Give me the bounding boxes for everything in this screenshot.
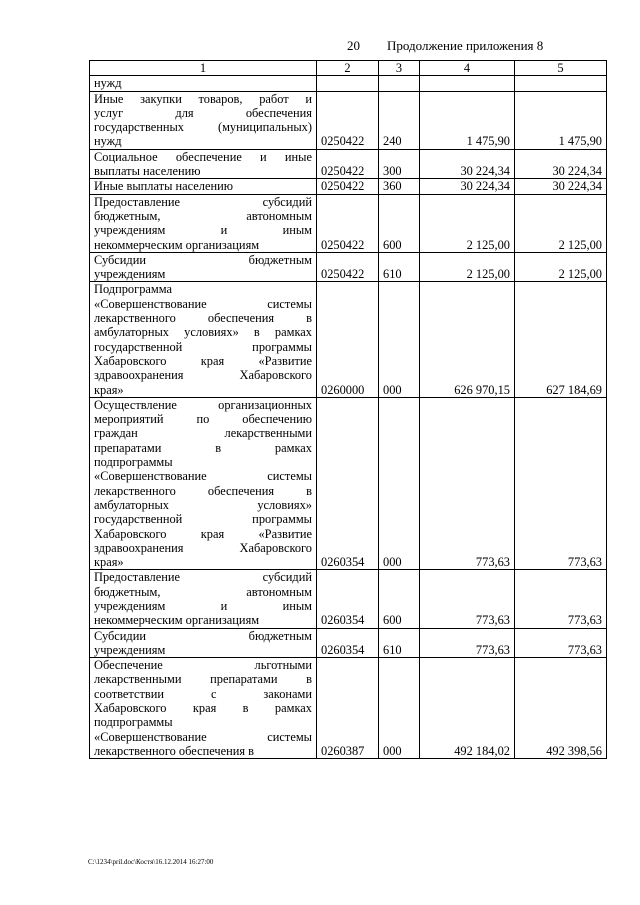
target-article-cell: 0260387 [317, 658, 379, 759]
expense-name-line: «Совершенствование системы [94, 469, 312, 484]
file-path-footer: C:\1234\pril.doc\Костя\16.12.2014 16:27:00 [88, 858, 214, 866]
column-header: 1 [90, 61, 317, 76]
expense-name-line: выплаты населению [94, 164, 201, 179]
expense-name-line: некоммерческим организациям [94, 613, 260, 628]
expense-name-line: учреждениям и иным [94, 223, 312, 238]
expense-name-line: нужд [94, 76, 122, 91]
amount-col5-cell: 2 125,00 [515, 194, 607, 252]
expense-name-line: граждан лекарственными [94, 426, 312, 441]
expense-name-line: Предоставление субсидий [94, 194, 312, 209]
expense-name-line: «Совершенствование системы [94, 729, 312, 744]
column-header: 3 [379, 61, 420, 76]
table-row [90, 91, 607, 149]
column-header: 4 [420, 61, 515, 76]
amount-col4-cell: 2 125,00 [420, 252, 515, 282]
expense-name-cell [90, 570, 317, 628]
expense-name-cell [90, 149, 317, 179]
expense-name-line: подпрограммы [94, 715, 173, 730]
amount-col4-cell: 626 970,15 [420, 282, 515, 397]
expense-name-line: Иные выплаты населению [94, 179, 233, 194]
expense-name-line: Иные закупки товаров, работ и [94, 91, 312, 106]
table-row [90, 658, 607, 759]
amount-col5-cell: 773,63 [515, 628, 607, 658]
expense-name-line: Осуществление организационных [94, 397, 312, 412]
target-article-cell: 0260354 [317, 628, 379, 658]
expense-name-cell [90, 179, 317, 194]
expense-name-line: здравоохранения Хабаровского [94, 540, 312, 555]
amount-col5-cell: 773,63 [515, 570, 607, 628]
amount-col5-cell: 773,63 [515, 397, 607, 570]
expense-type-cell [379, 76, 420, 91]
column-header: 2 [317, 61, 379, 76]
expense-name-line: государственной программы [94, 339, 312, 354]
expense-name-line: учреждениям [94, 267, 166, 282]
page-number: 20 [347, 38, 360, 53]
table-row [90, 76, 607, 91]
expense-name-line: Подпрограмма [94, 282, 172, 297]
target-article-cell: 0250422 [317, 194, 379, 252]
expense-name-line: Субсидии бюджетным [94, 628, 312, 643]
expense-name-line: Обеспечение льготными [94, 658, 312, 673]
expense-name-line: учреждениям и иным [94, 598, 312, 613]
expense-name-line: «Совершенствование системы [94, 296, 312, 311]
expense-name-line: подпрограммы [94, 455, 173, 470]
expense-name-line: некоммерческим организациям [94, 237, 260, 252]
amount-col5-cell: 30 224,34 [515, 179, 607, 194]
expense-name-line: лекарственного обеспечения в [94, 743, 255, 758]
expense-name-line: амбулаторных условиях» в рамках [94, 325, 312, 340]
column-number-row [90, 61, 607, 76]
target-article-cell [317, 76, 379, 91]
expense-type-cell: 610 [379, 628, 420, 658]
expense-name-line: Хабаровского края «Развитие [94, 353, 312, 368]
expense-type-cell: 600 [379, 194, 420, 252]
table-row [90, 628, 607, 658]
target-article-cell: 0250422 [317, 91, 379, 149]
expense-name-line: края» [94, 382, 124, 397]
amount-col4-cell: 773,63 [420, 628, 515, 658]
expense-type-cell: 000 [379, 397, 420, 570]
expense-name-line: лекарственного обеспечения в [94, 311, 312, 326]
expense-type-cell: 240 [379, 91, 420, 149]
expense-name-line: государственной программы [94, 512, 312, 527]
expense-name-cell [90, 194, 317, 252]
target-article-cell: 0250422 [317, 179, 379, 194]
amount-col5-cell: 1 475,90 [515, 91, 607, 149]
table-row [90, 397, 607, 570]
expense-name-line: лекарственными препаратами в [94, 672, 312, 687]
amount-col4-cell: 492 184,02 [420, 658, 515, 759]
amount-col4-cell [420, 76, 515, 91]
amount-col4-cell: 30 224,34 [420, 149, 515, 179]
amount-col5-cell: 627 184,69 [515, 282, 607, 397]
expense-name-cell [90, 282, 317, 397]
expense-name-line: государственных (муниципальных) [94, 120, 312, 135]
amount-col4-cell: 773,63 [420, 570, 515, 628]
expense-type-cell: 000 [379, 658, 420, 759]
expense-name-cell [90, 628, 317, 658]
expense-type-cell: 300 [379, 149, 420, 179]
target-article-cell: 0260000 [317, 282, 379, 397]
continuation-title: Продолжение приложения 8 [387, 38, 544, 53]
amount-col5-cell: 2 125,00 [515, 252, 607, 282]
table-row [90, 570, 607, 628]
expense-name-line: бюджетным, автономным [94, 208, 312, 223]
table-row [90, 179, 607, 194]
expense-name-line: здравоохранения Хабаровского [94, 368, 312, 383]
expense-name-line: услуг для обеспечения [94, 105, 312, 120]
target-article-cell: 0260354 [317, 397, 379, 570]
amount-col5-cell: 30 224,34 [515, 149, 607, 179]
amount-col4-cell: 1 475,90 [420, 91, 515, 149]
expense-name-line: препаратами в рамках [94, 440, 312, 455]
expense-name-line: Хабаровского края «Развитие [94, 526, 312, 541]
expense-type-cell: 600 [379, 570, 420, 628]
table-row [90, 194, 607, 252]
expense-name-cell [90, 397, 317, 570]
expense-name-line: Субсидии бюджетным [94, 252, 312, 267]
expense-name-cell [90, 658, 317, 759]
expense-type-cell: 360 [379, 179, 420, 194]
amount-col4-cell: 30 224,34 [420, 179, 515, 194]
budget-table [89, 60, 607, 759]
expense-name-line: учреждениям [94, 642, 166, 657]
amount-col4-cell: 2 125,00 [420, 194, 515, 252]
expense-name-line: соответствии с законами [94, 686, 312, 701]
expense-name-line: амбулаторных условиях» [94, 497, 312, 512]
column-header: 5 [515, 61, 607, 76]
amount-col5-cell [515, 76, 607, 91]
expense-name-line: Социальное обеспечение и иные [94, 149, 312, 164]
target-article-cell: 0260354 [317, 570, 379, 628]
expense-name-line: нужд [94, 134, 122, 149]
expense-name-line: бюджетным, автономным [94, 584, 312, 599]
amount-col4-cell: 773,63 [420, 397, 515, 570]
expense-name-line: Предоставление субсидий [94, 570, 312, 585]
expense-name-line: Хабаровского края в рамках [94, 701, 312, 716]
expense-type-cell: 000 [379, 282, 420, 397]
expense-name-line: лекарственного обеспечения в [94, 483, 312, 498]
expense-name-cell [90, 91, 317, 149]
amount-col5-cell: 492 398,56 [515, 658, 607, 759]
table-row [90, 282, 607, 397]
expense-name-cell [90, 252, 317, 282]
table-row [90, 149, 607, 179]
target-article-cell: 0250422 [317, 252, 379, 282]
target-article-cell: 0250422 [317, 149, 379, 179]
table-row [90, 252, 607, 282]
expense-name-line: мероприятий по обеспечению [94, 412, 312, 427]
expense-type-cell: 610 [379, 252, 420, 282]
expense-name-cell [90, 76, 317, 91]
page-header [347, 38, 543, 54]
expense-name-line: края» [94, 555, 124, 570]
